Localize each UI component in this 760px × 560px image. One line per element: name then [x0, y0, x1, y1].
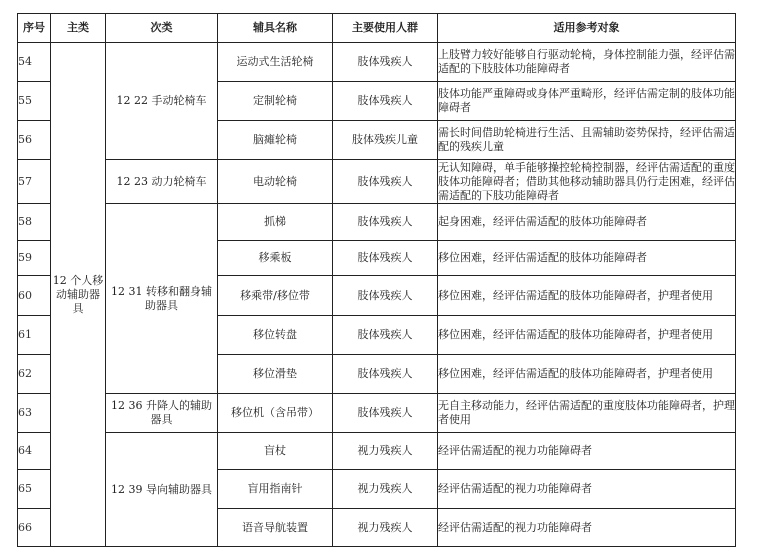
user-group: 肢体残疾人: [333, 276, 438, 316]
target-description: 经评估需适配的视力功能障碍者: [438, 433, 736, 470]
header-no: 序号: [18, 14, 51, 43]
target-description: 上肢臂力较好能够自行驱动轮椅，身体控制能力强，经评估需适配的下肢肢体功能障碍者: [438, 43, 736, 82]
device-name: 移位滑垫: [218, 355, 333, 394]
table-row: [18, 433, 736, 470]
row-no: 62: [18, 355, 51, 394]
row-no: 55: [18, 82, 51, 121]
target-description: 起身困难，经评估需适配的肢体功能障碍者: [438, 204, 736, 241]
device-name: 脑瘫轮椅: [218, 121, 333, 160]
device-name: 移乘板: [218, 241, 333, 276]
device-name: 运动式生活轮椅: [218, 43, 333, 82]
header-device-name: 辅具名称: [218, 14, 333, 43]
device-name: 抓梯: [218, 204, 333, 241]
row-no: 54: [18, 43, 51, 82]
target-description: 无认知障碍，单手能够操控轮椅控制器，经评估需适配的重度肢体功能障碍者；借助其他移动辅助器具仍行走困难，经评估需适配的下肢功能障碍者: [438, 160, 735, 202]
device-name: 移乘带/移位带: [218, 276, 333, 316]
device-name: 电动轮椅: [218, 160, 333, 204]
row-no: 63: [18, 394, 51, 433]
target-description: 经评估需适配的视力功能障碍者: [438, 509, 736, 547]
target-description: 移位困难，经评估需适配的肢体功能障碍者: [438, 241, 736, 276]
minor-category: 12 23 动力轮椅车: [106, 160, 218, 204]
target-description: 经评估需适配的视力功能障碍者: [438, 470, 736, 509]
row-no: 61: [18, 316, 51, 355]
table-row: [18, 204, 736, 241]
table-row: [18, 43, 736, 82]
row-no: 58: [18, 204, 51, 241]
header-major: 主类: [51, 14, 106, 43]
row-no: 60: [18, 276, 51, 316]
header-target: 适用参考对象: [438, 14, 736, 43]
user-group: 肢体残疾人: [333, 82, 438, 121]
target-description: 移位困难，经评估需适配的肢体功能障碍者，护理者使用: [438, 355, 736, 394]
major-category: 12 个人移动辅助器具: [51, 43, 106, 547]
user-group: 视力残疾人: [333, 509, 438, 547]
user-group: 视力残疾人: [333, 433, 438, 470]
row-no: 64: [18, 433, 51, 470]
user-group: 肢体残疾人: [333, 241, 438, 276]
table-row: [18, 394, 736, 433]
user-group: 肢体残疾人: [333, 160, 438, 204]
target-description: 肢体功能严重障碍或身体严重畸形，经评估需定制的肢体功能障碍者: [438, 82, 736, 121]
header-minor: 次类: [106, 14, 218, 43]
header-users: 主要使用人群: [333, 14, 438, 43]
minor-category: 12 39 导向辅助器具: [106, 433, 218, 547]
minor-category: 12 22 手动轮椅车: [106, 43, 218, 160]
row-no: 65: [18, 470, 51, 509]
user-group: 肢体残疾人: [333, 394, 438, 433]
target-description: 移位困难，经评估需适配的肢体功能障碍者，护理者使用: [438, 276, 736, 316]
table-row: [18, 160, 736, 204]
target-description: 需长时间借助轮椅进行生活、且需辅助姿势保持，经评估需适配的残疾儿童: [438, 121, 736, 160]
user-group: 肢体残疾人: [333, 43, 438, 82]
device-name: 定制轮椅: [218, 82, 333, 121]
user-group: 肢体残疾人: [333, 204, 438, 241]
device-name: 移位机（含吊带）: [218, 394, 333, 433]
minor-category: 12 36 升降人的辅助器具: [106, 394, 218, 433]
minor-category: 12 31 转移和翻身辅助器具: [106, 204, 218, 394]
target-description: 无自主移动能力，经评估需适配的重度肢体功能障碍者，护理者使用: [438, 394, 736, 433]
row-no: 57: [18, 160, 51, 204]
user-group: 肢体残疾人: [333, 355, 438, 394]
device-name: 盲杖: [218, 433, 333, 470]
target-description: 移位困难，经评估需适配的肢体功能障碍者，护理者使用: [438, 316, 736, 355]
row-no: 59: [18, 241, 51, 276]
assistive-devices-table: [17, 13, 736, 547]
device-name: 移位转盘: [218, 316, 333, 355]
device-name: 盲用指南针: [218, 470, 333, 509]
row-no: 56: [18, 121, 51, 160]
header-row: [18, 14, 736, 43]
row-no: 66: [18, 509, 51, 547]
user-group: 肢体残疾人: [333, 316, 438, 355]
device-name: 语音导航装置: [218, 509, 333, 547]
user-group: 视力残疾人: [333, 470, 438, 509]
user-group: 肢体残疾儿童: [333, 121, 438, 160]
